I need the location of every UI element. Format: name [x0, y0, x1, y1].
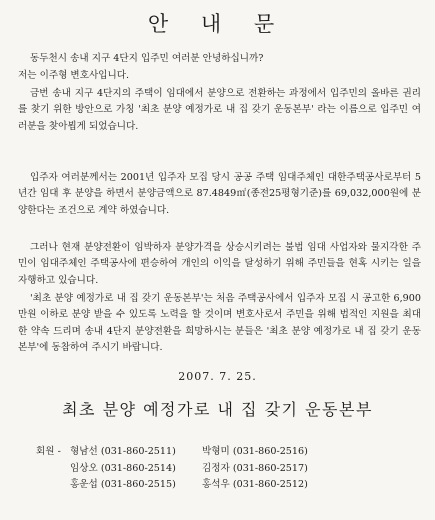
document-date: 2007. 7. 25. [178, 370, 257, 383]
document-title: 안 내 문 [147, 12, 288, 36]
organization-name: 최초 분양 예정가로 내 집 갖기 운동본부 [62, 400, 373, 419]
member-entry: 김정자 (031-860-2517) [202, 462, 308, 474]
member-entry: 형남선 (031-860-2511) [70, 446, 176, 457]
members-label: 회원 - [36, 446, 61, 457]
purpose-paragraph: 금번 송내 지구 4단지의 주택이 임대에서 분양으로 전환하는 과정에서 입주민의 올바른 권리를 찾기 위한 방안으로 가칭 '최초 분양 예정가로 내 집 갖기 운동본부' 라는 이름으로 입주민 여러분을 찾아뵙게 되었습니다. [18, 88, 421, 132]
situation-paragraph: 그러나 현재 분양전환이 임박하자 분양가격을 상승시키려는 불법 임대 사업자와 물지각한 주민이 임대주체인 주택공사에 편승하여 개인의 이익을 달성하기 위해 주민들을 현혹 시키는 일을 자행하고 있습니다. [18, 242, 421, 286]
introduction-paragraph: 저는 이주형 변호사입니다. [18, 70, 130, 81]
member-entry: 박형미 (031-860-2516) [202, 446, 308, 457]
member-list [36, 444, 342, 494]
contract-paragraph: 입주자 여러분께서는 2001년 입주자 모집 당시 공공 주택 임대주체인 대한주택공사로부터 5년간 임대 후 분양을 하면서 분양금액으로 87.4849㎡(종전25평형기준)를 69,032,000원에 분양한다는 조건으로 계약 하였습니다. [18, 172, 421, 216]
member-entry: 홍석우 (031-860-2512) [202, 479, 308, 490]
greeting-paragraph: 동두천시 송내 지구 4단지 입주민 여러분 안녕하십니까? [30, 53, 264, 64]
member-entry: 임상오 (031-860-2514) [70, 462, 176, 474]
appeal-paragraph: '최초 분양 예정가로 내 집 갖기 운동본부'는 처음 주택공사에서 입주자 모집 시 공고한 6,900만원 이하로 분양 받을 수 있도록 노력을 할 것이며 변호사로서 주민을 위해 법적인 지원을 최대한 약속 드리며 송내 4단지 분양전환을 희망하시는 분들은 '최초 분양 예정가로 내 집 갖기 운동본부'에 동참하여 주시기 바랍니다. [18, 293, 421, 353]
member-entry: 홍운섭 (031-860-2515) [70, 479, 176, 490]
